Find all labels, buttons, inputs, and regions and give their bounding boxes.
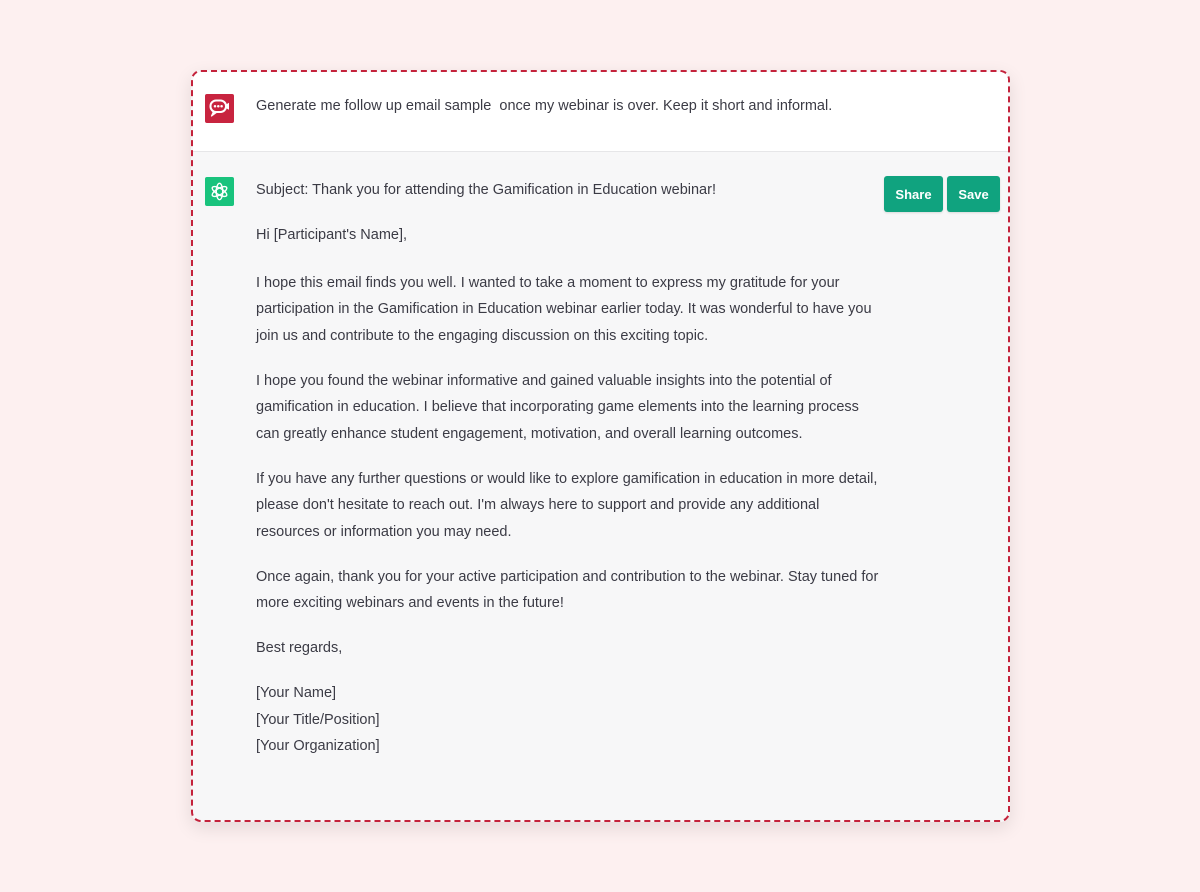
- user-message-text: Generate me follow up email sample once my webinar is over. Keep it short and informal.: [256, 98, 833, 114]
- email-closing: Best regards,: [256, 640, 343, 656]
- user-avatar: [205, 94, 234, 123]
- openai-logo-icon: [209, 181, 230, 202]
- email-paragraph: Once again, thank you for your active participation and contribution to the webinar. Stay tuned for more exciting webinars and events in the future!: [256, 568, 879, 611]
- chat-card: [191, 70, 1010, 822]
- email-greeting: Hi [Participant's Name],: [256, 226, 408, 243]
- save-button[interactable]: Save: [947, 176, 1000, 212]
- user-message-row: [193, 72, 1008, 152]
- signature-organization: [Your Organization]: [256, 738, 380, 754]
- assistant-avatar: [205, 177, 234, 206]
- assistant-message: [256, 178, 881, 760]
- signature-name: [Your Name]: [256, 685, 337, 701]
- email-paragraph: I hope this email finds you well. I wanted to take a moment to express my gratitude for your participation in the Gamification in Education webinar earlier today. It was wonderful to have you join us and contribute to the engaging discussion on this exciting topic.: [256, 274, 872, 344]
- email-paragraph: If you have any further questions or would like to explore gamification in education in more detail, please don't hesitate to reach out. I'm always here to support and provide any additional resources or information you may need.: [256, 470, 878, 540]
- email-subject: Subject: Thank you for attending the Gamification in Education webinar!: [256, 182, 716, 198]
- signature-title: [Your Title/Position]: [256, 711, 380, 728]
- message-actions: [884, 176, 1000, 212]
- chat-bubble-icon: [209, 99, 230, 118]
- share-button[interactable]: Share: [884, 176, 943, 212]
- email-paragraph: I hope you found the webinar informative and gained valuable insights into the potential of gamification in education. I believe that incorporating game elements into the learning process can greatly enhance student engagement, motivation, and overall learning outcomes.: [256, 372, 859, 442]
